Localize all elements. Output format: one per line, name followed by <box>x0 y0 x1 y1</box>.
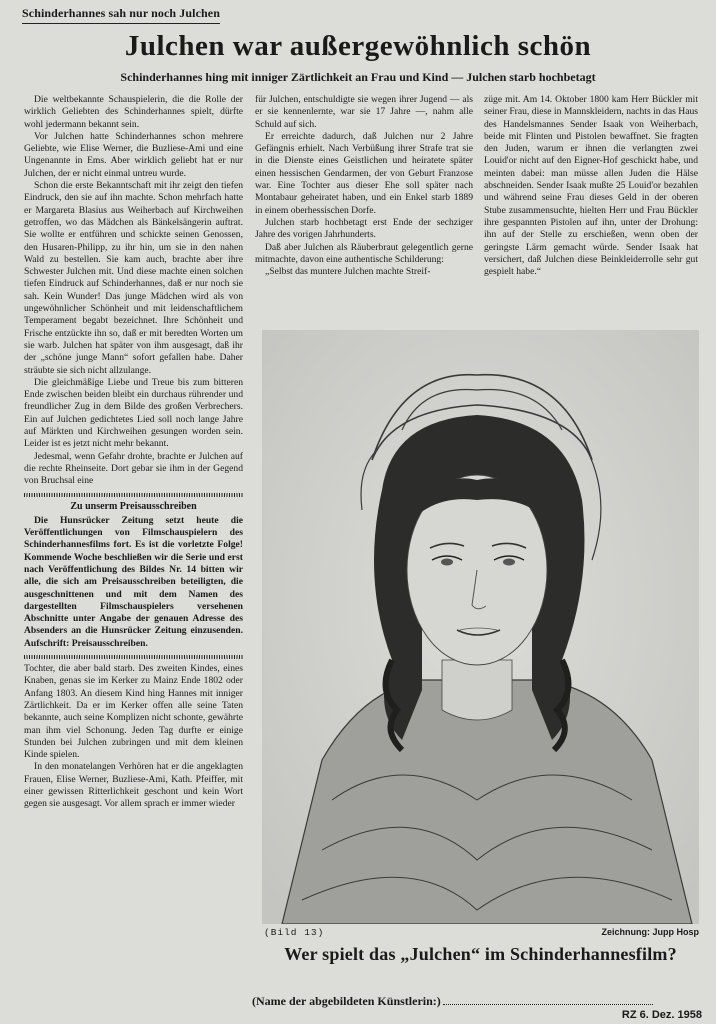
paragraph: Die weltbekannte Schauspielerin, die die Rolle der wirklich Geliebten des Schinderhannes spielt, dürfte wohl jedermann bekannt sein. <box>24 94 243 130</box>
paragraph: Tochter, die aber bald starb. Des zweiten Kindes, eines Knaben, genas sie im Kerker zu Mainz Ende 1802 oder Anfang 1803. An diesem Kind hing Hannes mit inniger Zärtlichkeit. Da er im Kerker offen alle seine Taten bekannte, auch seine Komplizen nicht schonte, gewährte man ihm viel Schonung. Jeden Tag durfte er einige Stunden bei Julchen zubringen und mit dem kleinen Kinde spielen. <box>24 663 243 761</box>
subheadline: Schinderhannes hing mit inniger Zärtlichkeit an Frau und Kind — Julchen starb hochbetagt <box>120 70 596 84</box>
contest-box-title: Zu unserm Preisausschreiben <box>70 500 197 512</box>
answer-blank <box>443 994 653 1005</box>
kicker: Schinderhannes sah nur noch Julchen <box>22 6 220 24</box>
article-column-3 <box>484 94 698 278</box>
figure-credit: Zeichnung: Jupp Hosp <box>601 927 699 937</box>
contest-box-body: Die Hunsrücker Zeitung setzt heute die Veröffentlichungen von Filmschauspielern des Schinderhannesfilms fort. Es ist die vorletzte Folge! Kommende Woche beschließen wir die Serie und erst nach Veröffentlichung des Bildes Nr. 14 bitten wir alle, die sich am Preisausschreiben beteiligten, die ausgeschnittenen und mit dem Namen des dargestellten Filmschauspielers versehenen Abschnitte unter Angabe der genauen Adresse des Absenders an die Hunsrücker Zeitung einzusenden. Aufschrift: Preisausschreiben. <box>24 514 243 649</box>
paragraph: Die gleichmäßige Liebe und Treue bis zum bitteren Ende zwischen beiden bleibt ein durchaus rührender und freundlicher Zug in dem Bilde des großen Verbrechers. Ein auf Julchen gedichtetes Lied soll noch lange Jahre auf Märkten und Kirchweihen gesungen worden sein. Leider ist es jetzt nicht mehr bekannt. <box>24 376 243 450</box>
article-column-2 <box>255 94 473 278</box>
paragraph: für Julchen, entschuldigte sie wegen ihrer Jugend — als er sie kennenlernte, war sie 17 Jahre —, nahm alle Schuld auf sich. <box>255 94 473 130</box>
paragraph: Schon die erste Bekanntschaft mit ihr zeigt den tiefen Eindruck, den sie auf ihn machte. Schon mehrfach hatte er Margareta Blasius aus Weiherbach auf Kirchweihen getroffen, wo das Mädchen als Bänkelsängerin auftrat. Sie wollte er entführen und schickte seinen Genossen, den Husaren-Philipp, zu ihr hin, um sie in den nahen Wald zu bestellen. Sie kam auch, brachte aber ihre Schwester Julchen mit. Und diese machte einen solchen tiefen Eindruck auf Schinderhannes, daß er nur noch sie sah. Kein Wunder! Das junge Mädchen wird als von ungewöhnlicher Schönheit und mit leidenschaftlichem Temperament begabt bezeichnet. Ihre Schönheit und Frische entzückte ihn so, daß er mit beredten Worten um sie warb. Julchen hat später von ihm ausgesagt, daß ihr der „schöne junge Mann“ sofort gefallen habe. Daher sträubte sie sich nicht allzulange. <box>24 180 243 376</box>
answer-line <box>252 994 702 1009</box>
paragraph: „Selbst das muntere Julchen machte Streif- <box>265 266 431 278</box>
divider <box>24 493 243 497</box>
figure-label: (Bild 13) <box>264 927 325 938</box>
divider <box>24 655 243 659</box>
paragraph: Vor Julchen hatte Schinderhannes schon mehrere Geliebte, wie Elise Werner, die Buzliese-Ami und eine Ungenannte in Ems. Aber wirklich geliebt hat er nur Julchen, der er nicht einmal untreu wurde. <box>24 130 243 179</box>
portrait-sketch <box>262 330 699 924</box>
paragraph: In den monatelangen Verhören hat er die angeklagten Frauen, Elise Werner, Buzliese-Ami, Kath. Pfeiffer, mit einer gewissen Ritterlichkeit geschont und kein Wort gegen sie ausgesagt. Vor allem sprach er immer wieder <box>24 761 243 810</box>
paragraph: Er erreichte dadurch, daß Julchen nur 2 Jahre Gefängnis erhielt. Nach Verbüßung ihrer Strafe trat sie in die Dienste eines Geistlichen und heiratete später einen hessischen Gendarmen, der von Geburt Franzose war. Eine Tochter aus dieser Ehe soll später nach Montabaur geheiratet haben, und ein Enkel starb 1889 in einem oberhessischen Dorfe. <box>255 130 473 216</box>
issue-reference: RZ 6. Dez. 1958 <box>621 1009 702 1021</box>
figure-caption <box>262 927 699 941</box>
article-column-1 <box>24 94 243 811</box>
headline: Julchen war außergewöhnlich schön <box>124 30 592 62</box>
paragraph: züge mit. Am 14. Oktober 1800 kam Herr Bückler mit seiner Frau, diese in Mannskleidern, nachts in das Haus des Handelsmannes Sender Isaak von Weiherbach, beide mit Flinten und Pistolen bewaffnet. Sie fragten den Juden, warum er ihnen die verlangten zwei Louid'or nicht auf den Eigner-Hof geschickt habe, und meinten dabei: man müsse allen Juden die Hälse abschneiden. Sender Isaak mußte 25 Louid'or bezahlen und während seine Frau dieses Geld in der oberen Stube zusammensuchte, hielten Herr und Frau Bückler ihre gespannten Pistolen auf ihn, unter der Drohung: ihn auf der Stelle zu erschießen, wenn oben der geringste Lärm gemacht würde. Sender Isaak hat versichert, daß Julchen diese Beinkleiderrolle sehr gut gespielt habe.“ <box>484 94 698 278</box>
portrait-drawing <box>262 330 699 924</box>
answer-prompt: (Name der abgebildeten Künstlerin:) <box>252 994 441 1008</box>
contest-question: Wer spielt das „Julchen“ im Schinderhannesfilm? <box>284 944 677 964</box>
paragraph: Daß aber Julchen als Räuberbraut gelegentlich gerne mitmachte, davon eine authentische Schilderung: <box>255 241 473 265</box>
paragraph: Jedesmal, wenn Gefahr drohte, brachte er Julchen auf die rechte Rheinseite. Dort gebar sie ihm in der Gegend von Bruchsal eine <box>24 450 243 487</box>
paragraph: Julchen starb hochbetagt erst Ende der sechziger Jahre des vorigen Jahrhunderts. <box>255 216 473 241</box>
